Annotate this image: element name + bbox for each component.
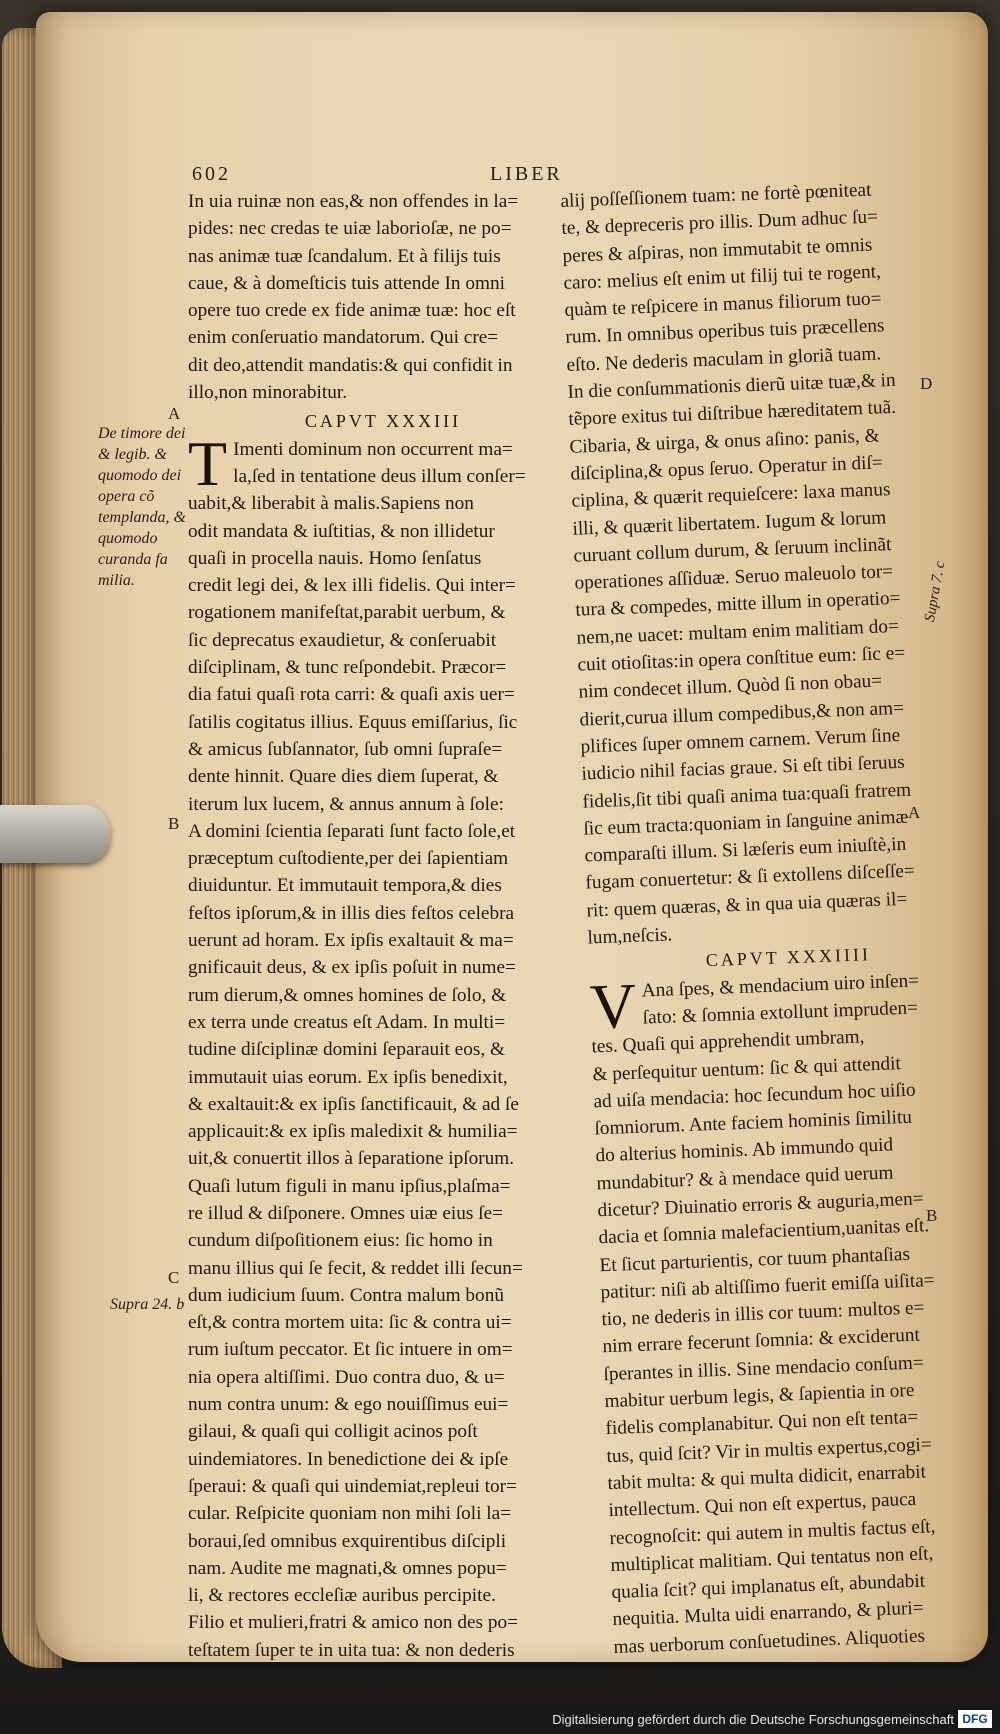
text-line: manu illius qui ſe fecit, & reddet illi ſecun= bbox=[188, 1257, 523, 1279]
text-line: dicetur? Diuinatio erroris & auguria,men= bbox=[597, 1188, 924, 1222]
text-line: fidelis,ſit tibi quaſi anima tua:quaſi fratrem bbox=[582, 779, 912, 813]
text-line: diſciplina,& opus ſeruo. Operatur in diſ= bbox=[570, 452, 884, 485]
text-line: Quaſi lutum figuli in manu ipſius,plaſma= bbox=[188, 1175, 511, 1197]
text-line: & amicus ſubſannator, ſub omni ſupraſe= bbox=[188, 738, 503, 760]
text-line: quaſi in procella nauis. Homo ſenſatus bbox=[188, 547, 482, 569]
text-line: nim condecet illum. Quòd ſi non obau= bbox=[578, 670, 883, 703]
text-line: tabit multa: & qui multa didicit, enarrabit bbox=[607, 1461, 927, 1495]
text-line: gnificauit deus, & ex ipſis poſuit in nume= bbox=[188, 957, 516, 979]
left-top-lines bbox=[188, 188, 558, 406]
text-line: fugam conuertetur: & ſi extollens diſceſſe= bbox=[585, 860, 916, 894]
text-line: dit deo,attendit mandatis:& qui confidit in bbox=[188, 354, 513, 376]
text-line: peres & aſpiras, non immutabit te omnis bbox=[562, 234, 873, 267]
text-line: quàm te reſpicere in manus filiorum tuo= bbox=[564, 288, 882, 322]
text-line: ſato: & ſomnia extollunt impruden= bbox=[642, 997, 919, 1029]
text-line: opere tuo crede ex fide animæ tuæ: hoc eſt bbox=[188, 300, 516, 322]
margin-cross-reference: Supra 24. b bbox=[110, 1296, 185, 1313]
left-column bbox=[188, 188, 558, 1664]
text-line: credit legi dei, & lex illi fidelis. Qui inter= bbox=[188, 575, 516, 597]
margin-cross-reference: Supra 7. c bbox=[921, 560, 949, 624]
text-line: dierit,curua illum compedibus,& non am= bbox=[579, 697, 905, 731]
chapter-heading: CAPVT XXXIIII bbox=[705, 944, 872, 971]
text-line: rit: quem quæras, & in qua uia quæras il= bbox=[586, 888, 908, 922]
text-line: patitur: niſi ab altiſſimo fuerit emiſſa uiſita= bbox=[600, 1269, 935, 1304]
text-line: rum iuſtum peccator. Et ſic intuere in om= bbox=[188, 1339, 513, 1361]
text-line: tura & compedes, mitte illum in operatio= bbox=[575, 588, 901, 622]
text-line: ſomniorum. Ante faciem hominis ſimilitu bbox=[594, 1106, 913, 1140]
text-line: pides: nec credas te uiæ laborioſæ, ne po= bbox=[188, 218, 512, 240]
text-line: & perſequitur uentum: ſic & qui attendit bbox=[592, 1052, 902, 1085]
text-line: cuit otioſitas:in opera conſtitue eum: ſic e= bbox=[577, 642, 906, 676]
text-line: cundum diſpoſitionem eius: ſic homo in bbox=[188, 1230, 493, 1252]
text-line: ciplina, & quærit requieſcere: laxa manus bbox=[571, 479, 891, 513]
right-column bbox=[560, 174, 995, 1688]
right-body-lines bbox=[589, 965, 995, 1688]
text-line: uabit,& liberabit à malis.Sapiens non bbox=[188, 493, 474, 515]
text-line: In die conſummationis dierũ uitæ tuæ,& in bbox=[567, 369, 896, 403]
text-line: ſperaui: & quaſi qui uindemiat,repleui tor= bbox=[188, 1475, 517, 1497]
text-line: nem,ne uacet: multam enim malitiam do= bbox=[576, 615, 900, 649]
text-line: alij poſſeſſionem tuam: ne fortè pœniteat bbox=[560, 179, 872, 212]
text-line: cular. Reſpicite quoniam non mihi ſoli la= bbox=[188, 1503, 512, 1525]
text-line: la,ſed in tentatione deus illum conſer= bbox=[233, 465, 526, 487]
text-line: fidelis complanabitur. Qui non eſt tenta= bbox=[605, 1407, 919, 1440]
text-line: mas uerborum conſuetudines. Aliquoties bbox=[613, 1625, 926, 1658]
page-clip bbox=[0, 805, 110, 863]
text-line: nequitia. Multa uidi enarrando, & pluri= bbox=[612, 1598, 924, 1631]
text-line: te, & depreceris pro illis. Dum adhuc ſu= bbox=[561, 206, 879, 240]
text-line: mundabitur? & à mendace quid uerum bbox=[596, 1162, 894, 1195]
text-line: uſque bbox=[614, 1662, 658, 1686]
digitization-credit: Digitalisierung gefördert durch die Deutsche Forschungsgemeinschaft bbox=[552, 1712, 954, 1727]
text-line: In uia ruinæ non eas,& non offendes in la= bbox=[188, 191, 519, 212]
text-line: diſciplinam, & tunc reſpondebit. Præcor= bbox=[188, 657, 507, 679]
text-line: curuant collum durum, & ſeruum inclinãt bbox=[573, 533, 892, 567]
text-line: do alterius hominis. Ab immundo quid bbox=[595, 1134, 894, 1167]
drop-initial: T bbox=[188, 427, 228, 499]
text-line: li, & rectores eccleſiæ auribus percipite. bbox=[188, 1585, 496, 1607]
text-line: & exaltauit:& ex ipſis ſanctificauit, & ad ſe bbox=[188, 1093, 519, 1115]
section-letter: A bbox=[908, 803, 921, 822]
text-line: plifices ſuper omnem carnem. Verum ſine bbox=[580, 724, 901, 758]
text-line: ſic deprecatus exaudietur, & conſeruabit bbox=[188, 629, 497, 651]
running-head: LIBER bbox=[490, 163, 563, 185]
text-line: recognoſcit: qui autem in multis factus eſt, bbox=[609, 1515, 936, 1549]
text-line: nas animæ tuæ ſcandalum. Et à filijs tuis bbox=[188, 245, 501, 267]
margin-summary-note: De timore dei & legib. & quomodo dei opera cõ templanda, & quomodo curanda fa milia. bbox=[98, 425, 186, 589]
text-line: nim errare fecerunt ſomnia: & exciderunt bbox=[602, 1325, 921, 1358]
section-letter: B bbox=[168, 814, 180, 833]
text-line: lum,neſcis. bbox=[587, 924, 673, 949]
text-line: dum iudicium ſuum. Contra malum bonũ bbox=[188, 1284, 504, 1306]
text-line: ſperantes in illis. Sine mendacio conſum= bbox=[603, 1352, 925, 1385]
chapter-heading: CAPVT XXXIII bbox=[304, 411, 462, 432]
text-line: illo,non minorabitur. bbox=[188, 382, 348, 404]
text-line: rum. In omnibus operibus tuis præcellens bbox=[565, 315, 885, 349]
text-line: intellectum. Qui non eſt expertus, pauca bbox=[608, 1489, 917, 1522]
text-line: re illud & diſponere. Omnes uiæ eius ſe= bbox=[188, 1202, 504, 1224]
left-body-lines bbox=[188, 427, 558, 1664]
text-line: illi, & quærit libertatem. Iugum & lorum bbox=[572, 506, 887, 540]
text-line: tudine diſciplinæ domini ſeparauit eos, & bbox=[188, 1039, 506, 1061]
text-line: uit,& conuertit illos à ſeparatione ipſorum. bbox=[188, 1148, 515, 1170]
section-letter: C bbox=[168, 1268, 180, 1287]
text-line: eſto. Ne dederis maculam in gloriã tuam. bbox=[566, 343, 882, 376]
text-line: Et ſicut parturientis, cor tuum phantaſias bbox=[599, 1243, 911, 1276]
text-line: dacia et ſomnia malefacientium,uanitas eſt. bbox=[598, 1215, 930, 1249]
text-line: operationes aſſiduæ. Seruo maleuolo tor= bbox=[574, 561, 894, 594]
text-line: feſtos ipſorum,& in illis dies feſtos celebra bbox=[188, 902, 515, 924]
section-letter: B bbox=[926, 1206, 938, 1225]
text-line: Cibaria, & uirga, & onus aſino: panis, & bbox=[569, 425, 880, 458]
text-line: teſtatem ſuper te in uita tua: & non dederis bbox=[188, 1639, 515, 1661]
text-line: iudicio nihil facias graue. Si eſt tibi ſeruus bbox=[581, 751, 906, 785]
text-line: diuiduntur. Et immutauit tempora,& dies bbox=[188, 875, 502, 897]
text-line: ſic eum tracta:quoniam in ſanguine animæ bbox=[583, 806, 909, 840]
text-line: num contra unum: & ego nouiſſimus eui= bbox=[188, 1394, 509, 1416]
text-line: uerunt ad horam. Ex ipſis exaltauit & ma= bbox=[188, 930, 514, 952]
text-line: tes. Quaſi qui apprehendit umbram, bbox=[591, 1026, 865, 1058]
text-line: ſatilis cogitatus illius. Equus emiſſarius, ſic bbox=[188, 711, 518, 733]
text-line: tus, quid ſcit? Vir in multis expertus,cogi= bbox=[606, 1433, 933, 1467]
text-line: immutauit uias eorum. Ex ipſis benedixit, bbox=[188, 1066, 508, 1088]
text-line: rogationem manifeſtat,parabit uerbum, & bbox=[188, 602, 506, 624]
right-top-lines bbox=[560, 174, 968, 952]
text-line: caue, & à domeſticis tuis attende In omni bbox=[188, 272, 505, 294]
text-line: ex terra unde creatus eſt Adam. In multi= bbox=[188, 1011, 506, 1033]
text-line: enim conſeruatio mandatorum. Qui cre= bbox=[188, 327, 499, 349]
text-line: tio, ne dederis in illis cor tuum: multos e= bbox=[601, 1297, 925, 1331]
text-line: Filio et mulieri,fratri & amico non des po= bbox=[188, 1612, 519, 1634]
dfg-logo: DFG bbox=[958, 1710, 992, 1728]
text-line: odit mandata & iuſtitias, & non illidetur bbox=[188, 520, 495, 542]
text-line: tẽpore exitus tui diſtribue hæreditatem tuã. bbox=[568, 397, 897, 431]
text-line: caro: melius eſt enim ut filij tui te rogent, bbox=[563, 261, 882, 294]
text-line: applicauit:& ex ipſis maledixit & humilia= bbox=[188, 1121, 518, 1143]
drop-initial: V bbox=[588, 969, 638, 1043]
text-line: iterum lux lucem, & annus annum à ſole: bbox=[188, 793, 504, 815]
text-line: multiplicat malitiam. Qui tentatus non eſt, bbox=[610, 1543, 934, 1576]
section-letter: A bbox=[168, 404, 181, 423]
text-line: nia opera altiſſimi. Duo contra duo, & u= bbox=[188, 1366, 505, 1388]
section-letter: D bbox=[920, 374, 933, 393]
text-line: A domini ſcientia ſeparati ſunt facto ſole,et bbox=[188, 820, 516, 842]
text-line: boraui,ſed omnibus exquirentibus diſcipli bbox=[188, 1530, 507, 1552]
text-line: uindemiatores. In benedictione dei & ipſe bbox=[188, 1448, 509, 1470]
text-line: Ana ſpes, & mendacium uiro inſen= bbox=[641, 969, 920, 1002]
text-line: dente hinnit. Quare dies diem ſuperat, & bbox=[188, 766, 499, 788]
text-line: eſt,& contra mortem uita: ſic & contra ui= bbox=[188, 1312, 512, 1334]
page-number: 602 bbox=[192, 163, 231, 185]
text-line: rum dierum,& omnes homines de ſolo, & bbox=[188, 984, 507, 1006]
text-line: comparaſti illum. Si læſeris eum iniuſtè,in bbox=[584, 833, 907, 867]
text-line: præceptum cuſtodiente,per dei ſapientiam bbox=[188, 848, 509, 870]
text-line: ad uiſa mendacia: hoc ſecundum hoc uiſio bbox=[593, 1079, 916, 1113]
text-line: mabitur uerbum legis, & ſapientia in ore bbox=[604, 1379, 915, 1413]
text-line: qualia ſcit? qui implanatus eſt, abundabit bbox=[611, 1570, 926, 1604]
text-line: Imenti dominum non occurrent ma= bbox=[233, 438, 513, 460]
text-line: gilaui, & quaſi qui colligit acinos poſt bbox=[188, 1421, 478, 1443]
text-line: dia fatui quaſi rota carri: & quaſi axis uer= bbox=[188, 684, 515, 706]
text-line: nam. Audite me magnati,& omnes popu= bbox=[188, 1557, 507, 1579]
